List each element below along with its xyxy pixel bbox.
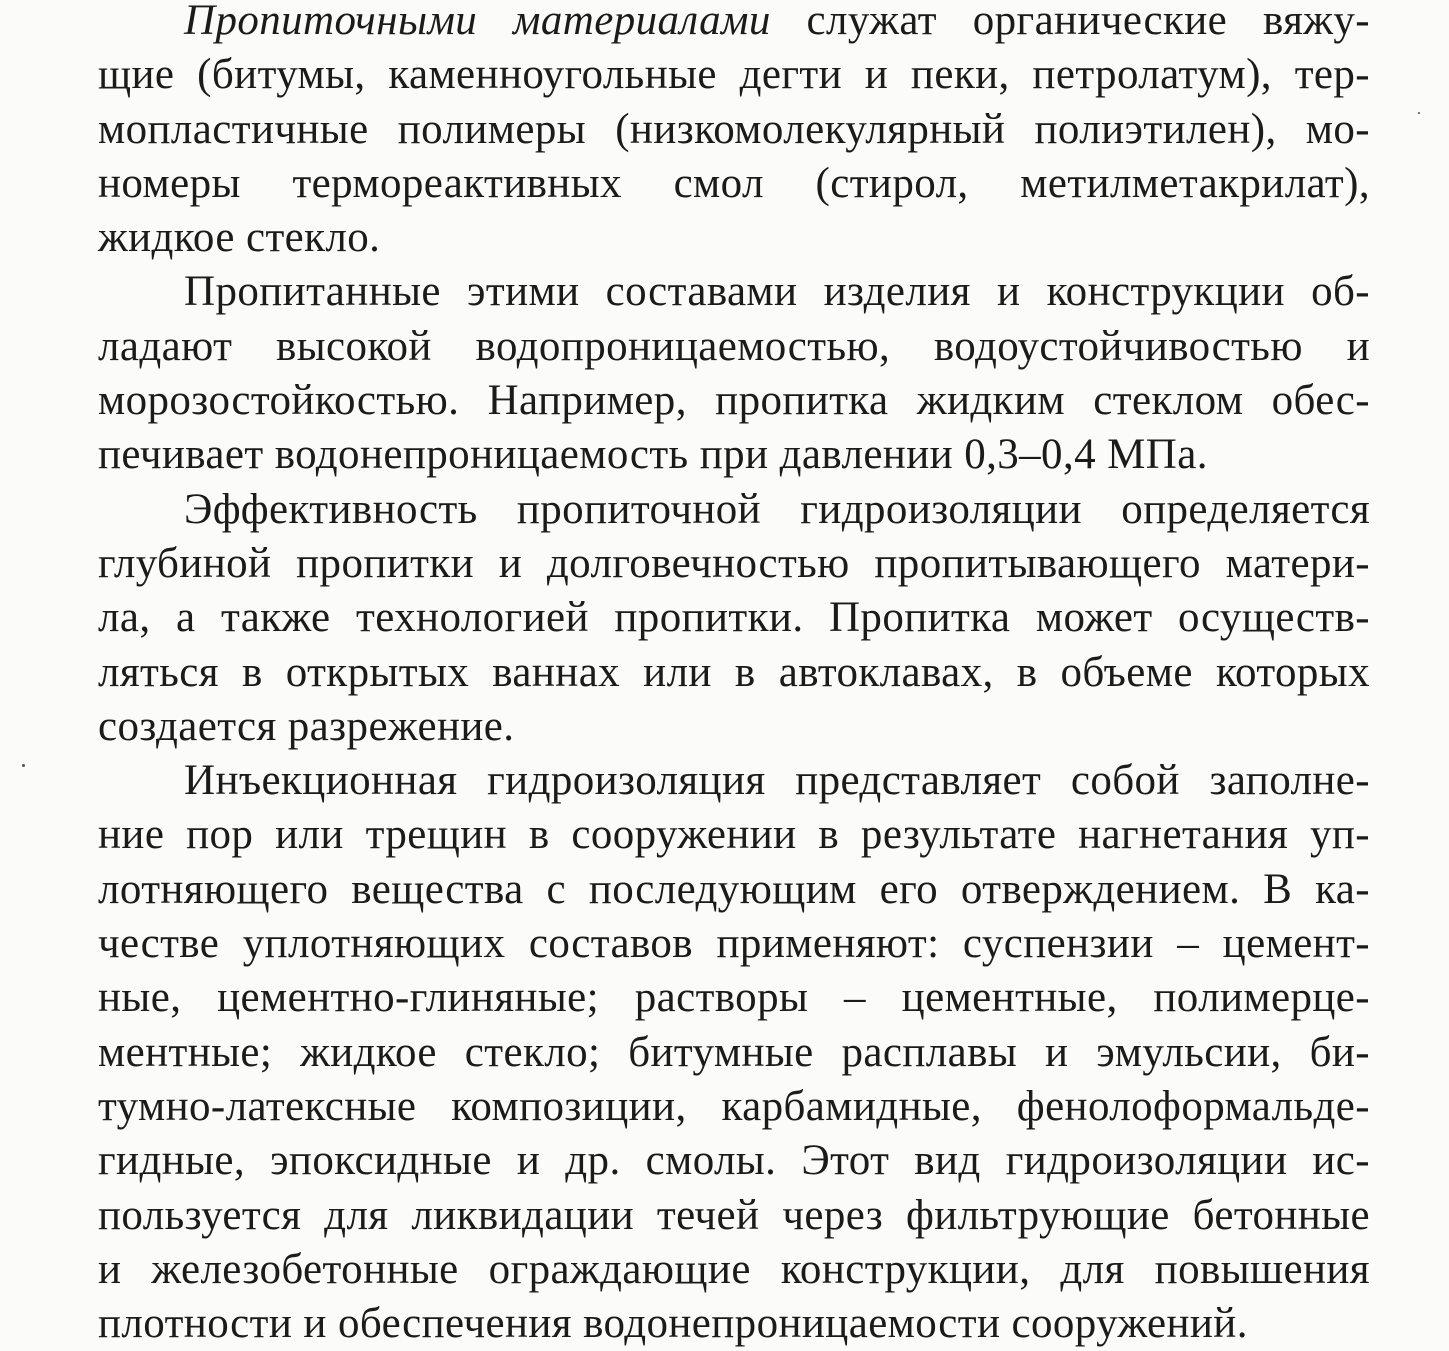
text-line: ладают высокой водопроницаемостью, водоустойчивостью и — [98, 322, 1370, 370]
scan-speck — [22, 764, 25, 767]
text-line: ла, а также технологией пропитки. Пропитка может осуществ- — [98, 594, 1370, 642]
text-line: щие (битумы, каменноугольные дегти и пеки, петролатум), тер- — [98, 51, 1370, 99]
text-line: ментные; жидкое стекло; битумные расплавы и эмульсии, би- — [98, 1028, 1370, 1076]
text-line: создается разрежение. — [98, 702, 515, 750]
text-line: пользуется для ликвидации течей через фильтрующие бетонные — [98, 1191, 1370, 1239]
text-line: Эффективность пропиточной гидроизоляции определяется — [184, 485, 1370, 533]
text-line: Пропитанные этими составами изделия и конструкции об- — [184, 268, 1370, 316]
text-line: плотности и обеспечения водонепроницаемости сооружений. — [98, 1300, 1248, 1348]
text-line-content: служат органические вяжу- — [770, 0, 1370, 44]
scan-speck — [1418, 112, 1420, 114]
text-line: тумно-латексные композиции, карбамидные, фенолоформальде- — [98, 1082, 1370, 1130]
text-line: глубиной пропитки и долговечностью пропитывающего матери- — [98, 539, 1370, 587]
text-line: морозостойкостью. Например, пропитка жидким стеклом обес- — [98, 377, 1370, 425]
italic-term: Пропиточными материалами — [184, 0, 771, 44]
paragraph-injection-waterproofing — [98, 754, 1370, 1351]
text-line: ные, цементно-глиняные; растворы – цементные, полимерце- — [98, 974, 1370, 1022]
paragraph-impregnated-products — [98, 265, 1370, 482]
text-line: номеры термореактивных смол (стирол, метилметакрилат), — [98, 159, 1370, 207]
text-line: ние пор или трещин в сооружении в результате нагнетания уп- — [98, 811, 1370, 859]
text-line: честве уплотняющих составов применяют: суспензии – цемент- — [98, 920, 1370, 968]
text-line: ляться в открытых ваннах или в автоклавах, в объеме которых — [98, 648, 1370, 696]
text-line — [98, 0, 1370, 48]
text-line: Инъекционная гидроизоляция представляет собой заполне- — [184, 757, 1370, 805]
paragraph-efficiency — [98, 483, 1370, 754]
text-line: печивает водонепроницаемость при давлении 0,3–0,4 МПа. — [98, 431, 1208, 479]
text-line: лотняющего вещества с последующим его отверждением. В ка- — [98, 865, 1370, 913]
paragraph-impregnating-materials — [98, 0, 1370, 265]
text-line: мопластичные полимеры (низкомолекулярный полиэтилен), мо- — [98, 105, 1370, 153]
text-line: гидные, эпоксидные и др. смолы. Этот вид гидроизоляции ис- — [98, 1137, 1370, 1185]
text-line: жидкое стекло. — [98, 214, 381, 262]
text-line: и железобетонные ограждающие конструкции, для повышения — [98, 1245, 1370, 1293]
document-page — [98, 0, 1370, 1351]
